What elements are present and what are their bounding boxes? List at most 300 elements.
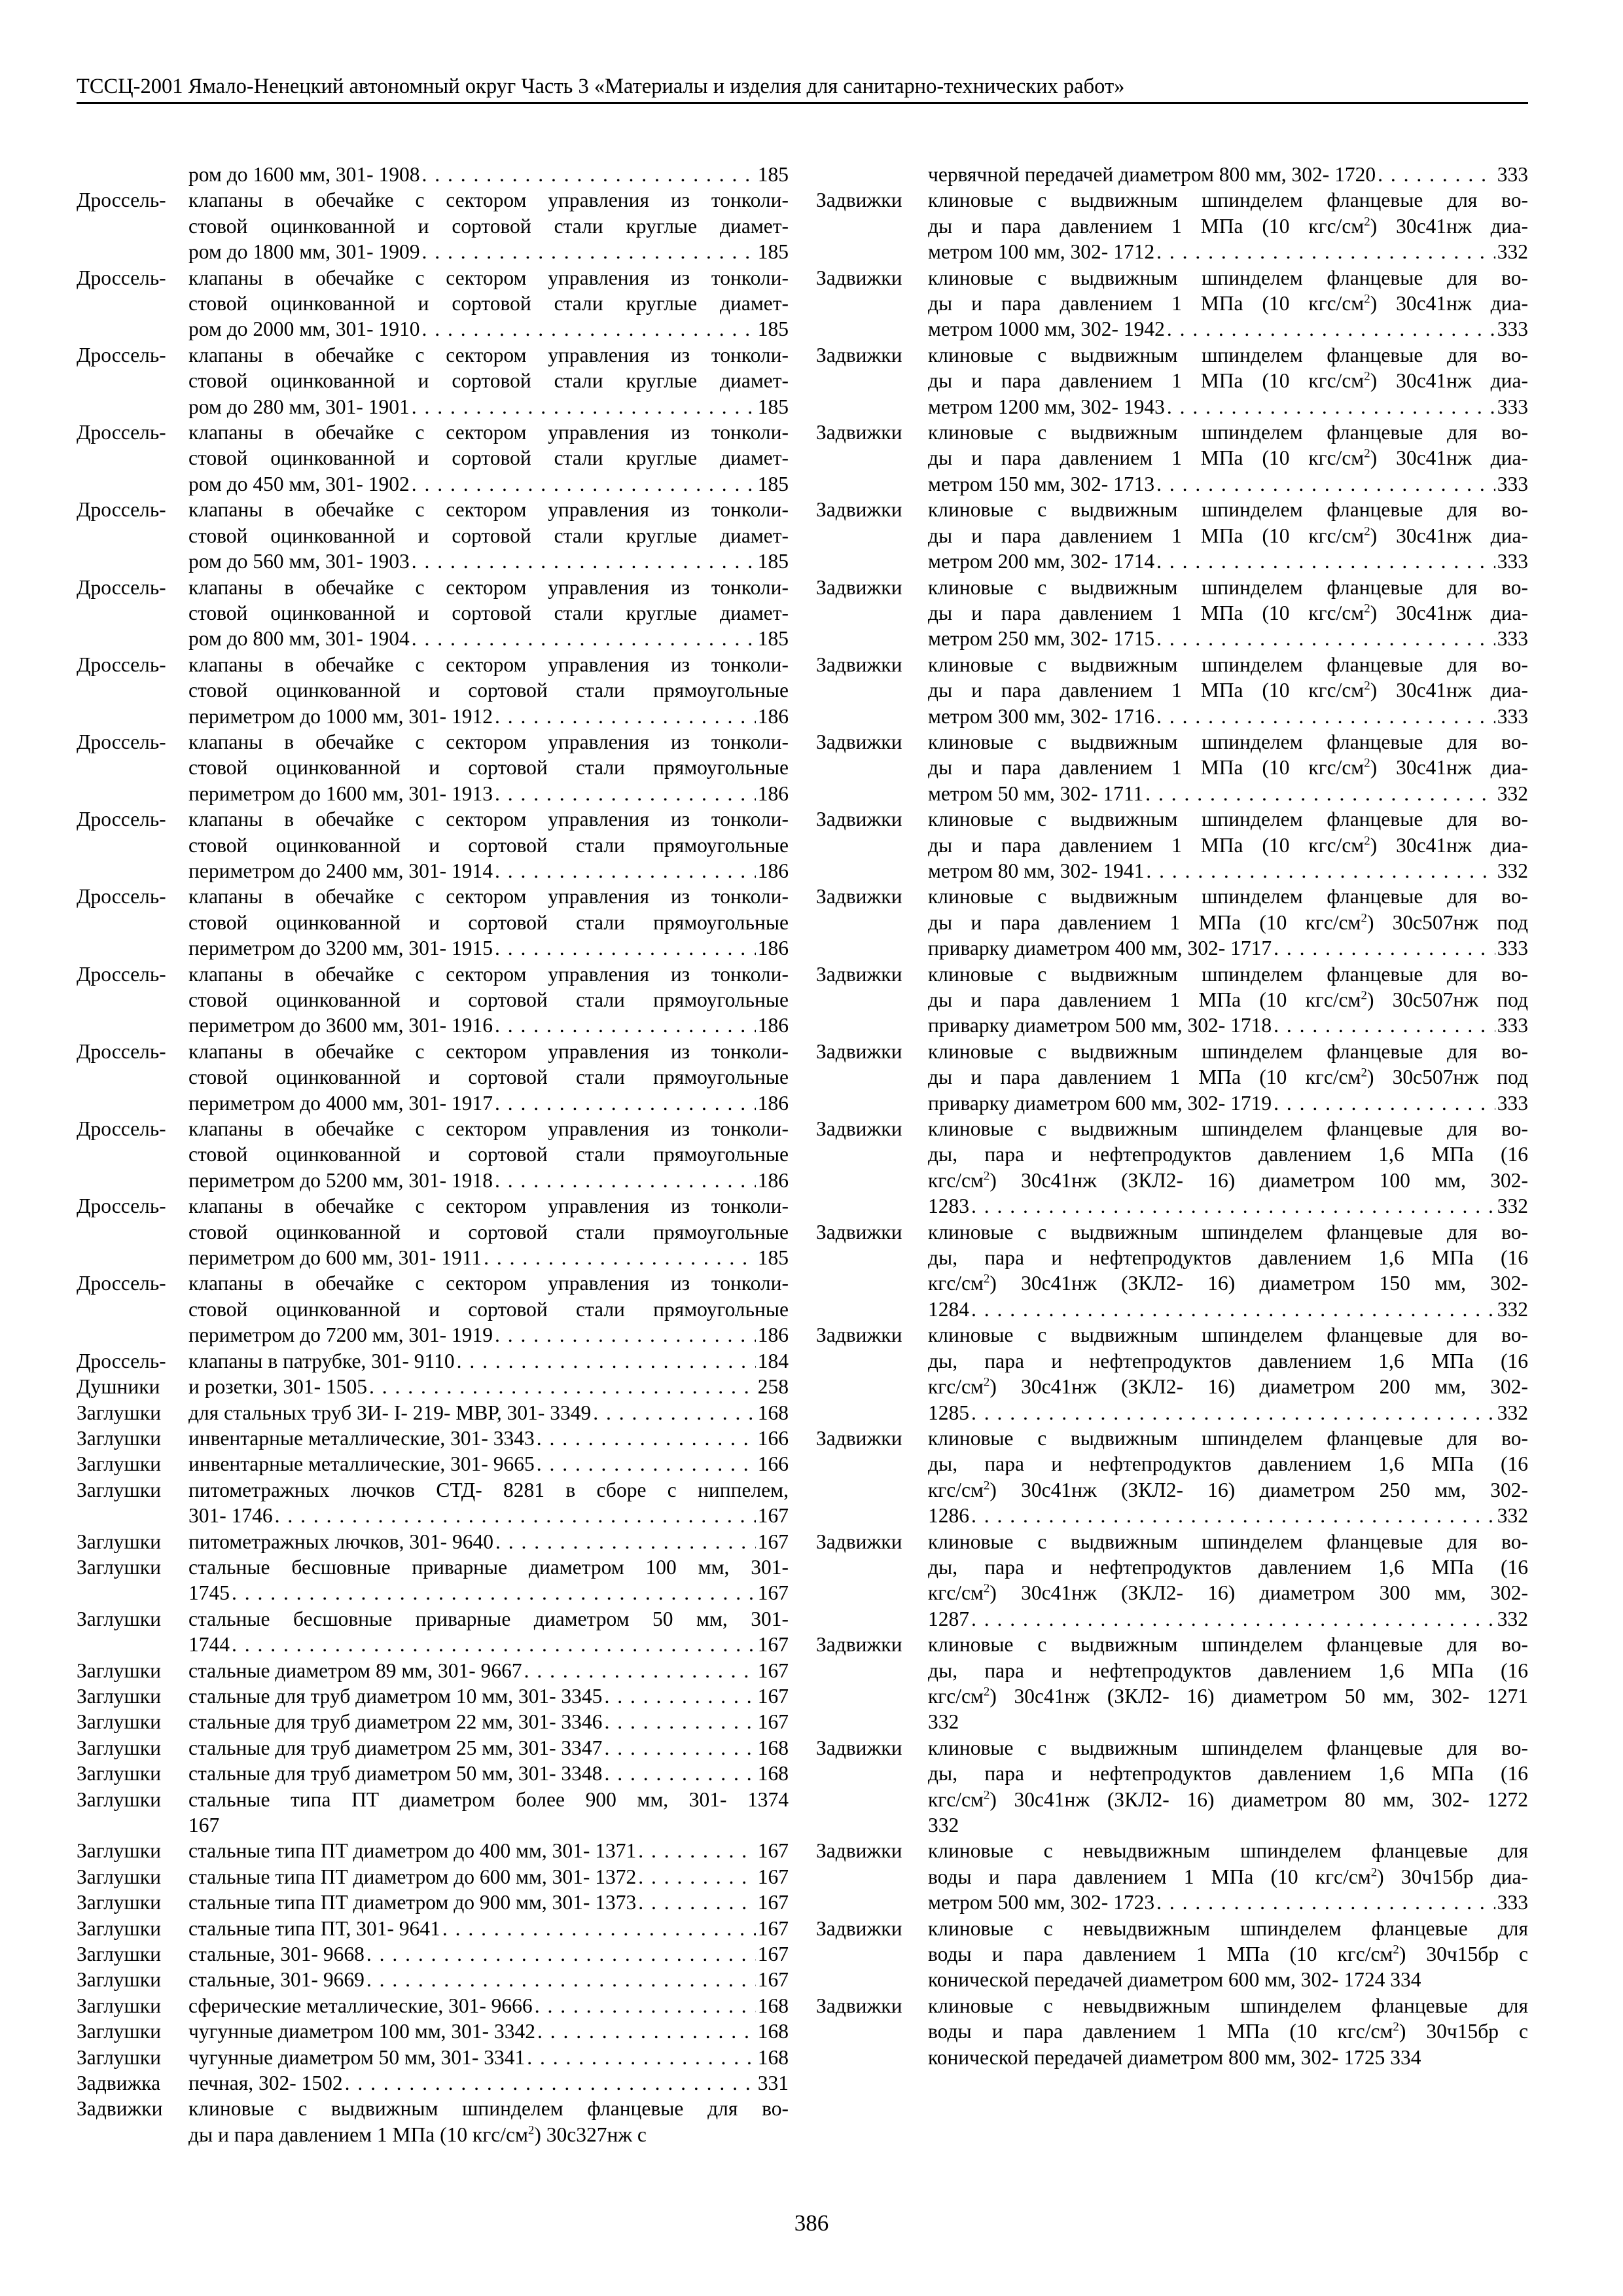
index-entry	[816, 1039, 1528, 1116]
index-entry-page: 185	[757, 395, 789, 418]
index-entry-line: клиновые с выдвижным шпинделем фланцевые для во-	[928, 1736, 1528, 1759]
dot-leader	[495, 1090, 756, 1116]
index-entry-page: 332	[1497, 1607, 1528, 1630]
index-entry-lastline	[188, 1451, 789, 1477]
dot-leader	[527, 2045, 756, 2070]
index-entry	[816, 575, 1528, 652]
index-entry-text: периметром до 7200 мм, 301- 1919	[188, 1323, 493, 1347]
index-entry-text: ром до 280 мм, 301- 1901	[188, 395, 410, 418]
index-entry-lastline	[188, 1426, 789, 1451]
index-entry-lastline	[188, 858, 789, 884]
index-entry-text: стальные диаметром 89 мм, 301- 9667	[188, 1659, 522, 1682]
index-entry-text: стальные типа ПТ диаметром до 400 мм, 301- 1371	[188, 1839, 637, 1863]
index-entry-line: воды и пара давлением 1 МПа (10 кгс/$см^2$) 30ч15бр с	[928, 2020, 1529, 2043]
index-entry-line: конической передачей диаметром 800 мм, 302- 1725 334	[928, 2045, 1421, 2069]
index-entry-line: ды, пара и нефтепродуктов давлением 1,6 МПа (16	[928, 1143, 1528, 1166]
index-entry-page: 332	[1497, 1297, 1528, 1321]
index-entry	[77, 2070, 789, 2096]
index-entry-lastline	[928, 316, 1528, 342]
index-entry-line: клиновые с выдвижным шпинделем фланцевые для во-	[188, 2097, 789, 2121]
index-entry-page: 167	[757, 1968, 789, 1992]
index-entry	[77, 1426, 789, 1451]
index-entry-page: 333	[1497, 627, 1528, 651]
index-entry-text: стальные типа ПТ диаметром до 600 мм, 301- 1372	[188, 1865, 637, 1888]
index-entry	[816, 1219, 1528, 1323]
index-entry-line: ды и пара давлением 1 МПа (10 кгс/$см^2$) 30с41нж диа-	[928, 369, 1529, 393]
index-entry-lastline	[188, 2070, 789, 2096]
index-entry-text: периметром до 3600 мм, 301- 1916	[188, 1014, 493, 1037]
index-entry	[77, 1116, 789, 1193]
dot-leader	[537, 1426, 756, 1451]
dot-leader	[1274, 1013, 1495, 1038]
index-entry-page: 168	[757, 1401, 789, 1424]
index-entry-page: 167	[757, 1684, 789, 1708]
index-entry-line: кгс/$см^2$) 30с41нж (ЗКЛ2- 16) диаметром 150 мм, 302-	[928, 1272, 1528, 1295]
index-entry-page: 168	[757, 2020, 789, 2043]
index-entry-term: Задвижки	[816, 1736, 902, 1759]
index-entry-text: 1287	[928, 1607, 969, 1630]
index-entry-line: ды и пара давлением 1 МПа (10 кгс/$см^2$) 30с507нж под	[928, 988, 1528, 1011]
index-entry-lastline	[928, 471, 1528, 497]
index-column-left	[77, 162, 789, 2147]
index-entry	[77, 1554, 789, 1606]
index-entry-term: Задвижки	[816, 730, 902, 753]
index-entry	[77, 1374, 789, 1399]
index-entry-lastline	[188, 626, 789, 651]
index-entry-term: Дроссель-	[77, 962, 166, 986]
index-entry-line: стовой оцинкованной и сортовой стали прямоугольные	[188, 756, 789, 780]
index-entry-lastline	[928, 548, 1528, 574]
index-entry-lastline	[928, 1297, 1528, 1322]
index-entry-text: ром до 560 мм, 301- 1903	[188, 550, 410, 573]
index-entry-page: 186	[757, 781, 789, 805]
index-entry-term: Дроссель-	[77, 343, 166, 367]
index-entry-line: клапаны в обечайке с сектором управления из тонколи-	[188, 575, 789, 599]
index-entry-lastline	[188, 316, 789, 342]
dot-leader	[524, 1658, 756, 1683]
index-entry	[77, 2045, 789, 2070]
index-entry-term: Заглушки	[77, 1710, 161, 1734]
index-entry-page: 333	[1497, 163, 1528, 186]
index-entry-page: 166	[757, 1426, 789, 1450]
index-entry-line: ды, пара и нефтепродуктов давлением 1,6 МПа (16	[928, 1246, 1528, 1270]
index-entry-term: Заглушки	[77, 1891, 161, 1914]
index-entry	[77, 1348, 789, 1374]
index-entry-line: ды, пара и нефтепродуктов давлением 1,6 МПа (16	[928, 1555, 1528, 1579]
index-entry-lastline	[188, 1090, 789, 1116]
index-entry-line: ды и пара давлением 1 МПа (10 кгс/$см^2$) 30с41нж диа-	[928, 756, 1529, 780]
index-entry-page: 184	[757, 1349, 789, 1372]
dot-leader	[604, 1683, 755, 1709]
index-entry-line: стальные бесшовные приварные диаметром 50 мм, 301-	[188, 1607, 789, 1630]
index-entry-term: Заглушки	[77, 1968, 161, 1992]
index-entry-line: ды и пара давлением 1 МПа (10 кгс/$см^2$) 30с507нж под	[928, 1066, 1528, 1089]
index-entry-lastline	[188, 1683, 789, 1709]
index-entry-lastline	[928, 858, 1528, 884]
index-entry	[816, 729, 1528, 806]
index-entry-line: стовой оцинкованной и сортовой стали круглые диамет-	[188, 292, 789, 315]
index-entry-text: стальные для труб диаметром 50 мм, 301- 3348	[188, 1762, 603, 1785]
index-entry-term: Задвижки	[816, 1916, 902, 1940]
index-entry	[77, 1890, 789, 1915]
index-entry-lastline	[928, 781, 1528, 806]
dot-leader	[1167, 394, 1495, 420]
index-entry-line: клиновые с невыдвижным шпинделем фланцевые для	[928, 1916, 1528, 1940]
index-entry-line: ды и пара давлением 1 МПа (10 кгс/$см^2$) 30с41нж диа-	[928, 446, 1529, 470]
index-entry-line: клапаны в обечайке с сектором управления из тонколи-	[188, 1194, 789, 1218]
index-entry-lastline	[928, 626, 1528, 651]
index-entry	[77, 1735, 789, 1761]
index-entry-lastline	[188, 1580, 789, 1605]
dot-leader	[971, 1400, 1495, 1426]
index-entry	[816, 1529, 1528, 1632]
index-entry-lastline	[188, 704, 789, 729]
index-entry-page: 332	[1497, 781, 1528, 805]
index-entry-line: клапаны в обечайке с сектором управления из тонколи-	[188, 1117, 789, 1141]
index-entry-term: Заглушки	[77, 1555, 161, 1579]
index-entry-text: печная, 302- 1502	[188, 2072, 343, 2095]
dot-leader	[366, 1941, 756, 1967]
index-entry	[77, 1864, 789, 1890]
index-entry-lastline	[928, 704, 1528, 729]
index-entry-lastline	[188, 1941, 789, 1967]
dot-leader	[421, 162, 755, 187]
index-entry	[816, 162, 1528, 187]
index-entry	[77, 1838, 789, 1863]
index-entry-term: Душники	[77, 1375, 160, 1399]
index-entry-page: 168	[757, 1736, 789, 1759]
index-entry-line: клиновые с выдвижным шпинделем фланцевые для во-	[928, 421, 1528, 444]
index-entry-lastline	[928, 1193, 1528, 1219]
index-entry-text: для стальных труб ЗИ- I- 219- МВР, 301- 3349	[188, 1401, 592, 1424]
index-entry-lastline	[188, 471, 789, 497]
index-entry-page: 185	[757, 550, 789, 573]
index-entry	[816, 1916, 1528, 1993]
index-entry-line: клиновые с выдвижным шпинделем фланцевые для во-	[928, 1426, 1528, 1450]
index-entry-term: Заглушки	[77, 1530, 161, 1553]
index-entry-page: 166	[757, 1452, 789, 1476]
index-entry-term: Задвижки	[816, 421, 902, 444]
index-entry	[77, 806, 789, 884]
index-entry-term: Задвижки	[816, 653, 902, 676]
index-entry-line: клапаны в обечайке с сектором управления из тонколи-	[188, 962, 789, 986]
index-entry-line: стовой оцинкованной и сортовой стали прямоугольные	[188, 1066, 789, 1089]
dot-leader	[495, 781, 756, 806]
index-entry-page: 186	[757, 1014, 789, 1037]
index-entry-lastline	[928, 239, 1528, 264]
dot-leader	[1146, 858, 1495, 884]
index-entry-line: клапаны в обечайке с сектором управления из тонколи-	[188, 266, 789, 289]
dot-leader	[604, 1761, 755, 1786]
index-entry-term: Заглушки	[77, 1452, 161, 1476]
index-entry-line: стовой оцинкованной и сортовой стали круглые диамет-	[188, 524, 789, 547]
index-entry-page: 258	[757, 1375, 789, 1399]
index-entry-page: 185	[757, 317, 789, 341]
index-entry-text: питометражных лючков, 301- 9640	[188, 1530, 494, 1553]
index-entry-text: метром 1200 мм, 302- 1943	[928, 395, 1165, 418]
index-entry-text: метром 500 мм, 302- 1723	[928, 1891, 1155, 1914]
dot-leader	[1156, 626, 1495, 651]
index-entry-term: Заглушки	[77, 1916, 161, 1940]
index-entry-term: Дроссель-	[77, 1039, 166, 1063]
index-column-right	[816, 162, 1528, 2070]
index-entry-text: стальные, 301- 9668	[188, 1943, 365, 1966]
index-entry-term: Задвижки	[816, 808, 902, 831]
index-entry	[77, 961, 789, 1039]
dot-leader	[638, 1838, 756, 1863]
index-entry-lastline	[928, 1090, 1528, 1116]
dot-leader	[275, 1503, 756, 1528]
index-entry-line: 167	[188, 1814, 220, 1837]
index-entry-text: 301- 1746	[188, 1504, 273, 1528]
dot-leader	[604, 1735, 755, 1761]
index-entry-lastline	[188, 1709, 789, 1734]
index-entry-line: ды и пара давлением 1 МПа (10 кгс/$см^2$) 30с41нж диа-	[928, 679, 1529, 702]
index-entry	[816, 1632, 1528, 1735]
index-entry-lastline	[188, 1761, 789, 1786]
index-entry-page: 167	[757, 1943, 789, 1966]
index-entry-line: ды, пара и нефтепродуктов давлением 1,6 МПа (16	[928, 1762, 1528, 1785]
index-entry-term: Дроссель-	[77, 498, 166, 522]
index-entry-line: клиновые с выдвижным шпинделем фланцевые для во-	[928, 1633, 1528, 1657]
dot-leader	[457, 1348, 756, 1374]
index-entry-lastline	[188, 548, 789, 574]
index-entry-text: стальные для труб диаметром 10 мм, 301- 3345	[188, 1684, 603, 1708]
index-entry-lastline	[188, 781, 789, 806]
index-entry-page: 167	[757, 1530, 789, 1553]
index-entry-page: 167	[757, 1633, 789, 1657]
dot-leader	[1156, 471, 1495, 497]
index-entry-line: клапаны в обечайке с сектором управления из тонколи-	[188, 1039, 789, 1063]
index-entry-line: кгс/$см^2$) 30с41нж (ЗКЛ2- 16) диаметром 250 мм, 302-	[928, 1478, 1528, 1501]
index-entry-text: метром 1000 мм, 302- 1942	[928, 317, 1165, 341]
index-entry-page: 185	[757, 163, 789, 186]
index-entry	[77, 1683, 789, 1709]
index-entry-page: 333	[1497, 1014, 1528, 1037]
dot-leader	[1156, 704, 1495, 729]
index-entry-term: Задвижки	[816, 498, 902, 522]
index-entry-text: периметром до 1000 мм, 301- 1912	[188, 704, 493, 728]
index-entry-line: клиновые с выдвижным шпинделем фланцевые для во-	[928, 1530, 1528, 1553]
index-entry	[816, 1426, 1528, 1529]
index-entry-page: 186	[757, 1323, 789, 1347]
index-entry-text: периметром до 3200 мм, 301- 1915	[188, 937, 493, 960]
index-entry-page: 167	[757, 1865, 789, 1888]
index-entry-line: клапаны в обечайке с сектором управления из тонколи-	[188, 1272, 789, 1295]
index-entry-line: клиновые с невыдвижным шпинделем фланцевые для	[928, 1994, 1528, 2017]
index-entry-lastline	[928, 935, 1528, 961]
index-entry	[816, 1322, 1528, 1426]
index-entry	[77, 652, 789, 729]
index-entry-term: Дроссель-	[77, 1117, 166, 1141]
index-entry-term: Заглушки	[77, 1607, 161, 1630]
index-entry-text: ром до 2000 мм, 301- 1910	[188, 317, 420, 341]
index-entry-term: Дроссель-	[77, 266, 166, 289]
index-entry-text: периметром до 5200 мм, 301- 1918	[188, 1168, 493, 1192]
dot-leader	[495, 1529, 756, 1554]
index-entry-term: Заглушки	[77, 1426, 161, 1450]
index-entry-lastline	[188, 1916, 789, 1941]
dot-leader	[484, 1245, 756, 1270]
index-entry	[77, 187, 789, 264]
index-entry-lastline	[188, 1967, 789, 1992]
index-entry-page: 186	[757, 1091, 789, 1115]
index-entry	[77, 575, 789, 652]
index-entry-term: Дроссель-	[77, 808, 166, 831]
dot-leader	[1167, 316, 1495, 342]
index-entry-text: периметром до 1600 мм, 301- 1913	[188, 781, 493, 805]
index-entry	[816, 497, 1528, 574]
index-entry	[816, 961, 1528, 1039]
index-entry-page: 332	[1497, 1401, 1528, 1424]
index-entry-line: стальные типа ПТ диаметром более 900 мм, 301- 1374	[188, 1787, 789, 1811]
index-entry-line: стовой оцинкованной и сортовой стали круглые диамет-	[188, 446, 789, 470]
index-entry	[77, 1400, 789, 1426]
dot-leader	[421, 316, 755, 342]
dot-leader	[412, 548, 756, 574]
index-entry	[816, 1838, 1528, 1915]
dot-leader	[232, 1632, 756, 1657]
index-entry-line: воды и пара давлением 1 МПа (10 кгс/$см^2$) 30ч15бр диа-	[928, 1865, 1529, 1888]
index-entry-page: 331	[757, 2072, 789, 2095]
index-entry-line: кгс/$см^2$) 30с41нж (ЗКЛ2- 16) диаметром 300 мм, 302-	[928, 1581, 1528, 1605]
index-entry-lastline	[188, 935, 789, 961]
dot-leader	[442, 1916, 756, 1941]
index-entry-line: клапаны в обечайке с сектором управления из тонколи-	[188, 653, 789, 676]
dot-leader	[971, 1503, 1495, 1528]
index-entry-lastline	[928, 394, 1528, 420]
index-entry-line: стовой оцинкованной и сортовой стали прямоугольные	[188, 988, 789, 1011]
index-entry-lastline	[188, 1168, 789, 1193]
index-entry-text: ром до 450 мм, 301- 1902	[188, 472, 410, 495]
index-entry-page: 167	[757, 1581, 789, 1605]
index-entry-text: червячной передачей диаметром 800 мм, 302- 1720	[928, 163, 1376, 186]
index-entry-line: клапаны в обечайке с сектором управления из тонколи-	[188, 188, 789, 212]
index-entry-lastline	[188, 1735, 789, 1761]
index-entry-lastline	[188, 1400, 789, 1426]
dot-leader	[412, 471, 756, 497]
index-entry-term: Дроссель-	[77, 575, 166, 599]
index-entry-text: периметром до 600 мм, 301- 1911	[188, 1246, 482, 1270]
index-entry-text: периметром до 4000 мм, 301- 1917	[188, 1091, 493, 1115]
index-entry-lastline	[188, 1529, 789, 1554]
dot-leader	[1378, 162, 1495, 187]
index-entry-line: клапаны в обечайке с сектором управления из тонколи-	[188, 808, 789, 831]
index-entry-text: метром 200 мм, 302- 1714	[928, 550, 1155, 573]
dot-leader	[1156, 548, 1495, 574]
index-entry-line: ды и пара давлением 1 МПа (10 кгс/$см^2$) 30с41нж диа-	[928, 214, 1529, 238]
dot-leader	[638, 1890, 756, 1915]
index-entry-term: Задвижки	[816, 575, 902, 599]
dot-leader	[535, 1993, 756, 2018]
index-entry	[77, 884, 789, 961]
index-entry-page: 168	[757, 2045, 789, 2069]
index-entry-term: Дроссель-	[77, 653, 166, 676]
index-entry-line: клиновые с выдвижным шпинделем фланцевые для во-	[928, 498, 1528, 522]
index-entry-page: 186	[757, 937, 789, 960]
page-header: ТССЦ-2001 Ямало-Ненецкий автономный округ Часть 3 «Материалы и изделия для санитарно-технических работ»	[77, 73, 1528, 104]
index-entry	[77, 1270, 789, 1348]
index-entry-lastline	[928, 1890, 1528, 1915]
index-entry-term: Задвижки	[816, 1994, 902, 2017]
index-entry-lastline	[188, 1013, 789, 1038]
dot-leader	[537, 2018, 756, 2044]
index-entry	[816, 420, 1528, 497]
dot-leader	[537, 1451, 756, 1477]
index-entry-lastline	[188, 394, 789, 420]
index-entry-term: Заглушки	[77, 1736, 161, 1759]
dot-leader	[421, 239, 755, 264]
index-entry-term: Задвижка	[77, 2072, 161, 2095]
index-entry-page: 333	[1497, 1091, 1528, 1115]
index-entry-text: метром 300 мм, 302- 1716	[928, 704, 1155, 728]
index-entry-term: Задвижки	[816, 1426, 902, 1450]
index-entry-line: клиновые с выдвижным шпинделем фланцевые для во-	[928, 266, 1528, 289]
index-entry-line: клиновые с выдвижным шпинделем фланцевые для во-	[928, 1117, 1528, 1141]
index-entry-text: и розетки, 301- 1505	[188, 1375, 367, 1399]
index-entry-page: 333	[1497, 704, 1528, 728]
index-entry-line: ды, пара и нефтепродуктов давлением 1,6 МПа (16	[928, 1452, 1528, 1476]
dot-leader	[971, 1606, 1495, 1632]
index-entry-text: чугунные диаметром 100 мм, 301- 3342	[188, 2020, 535, 2043]
index-entry-text: метром 100 мм, 302- 1712	[928, 240, 1155, 264]
index-entry-term: Заглушки	[77, 1839, 161, 1863]
index-entry-text: 1286	[928, 1504, 969, 1528]
index-entry-term: Дроссель-	[77, 1349, 166, 1372]
index-entry-term: Заглушки	[77, 2045, 161, 2069]
index-entry-term: Дроссель-	[77, 1272, 166, 1295]
index-entry-term: Заглушки	[77, 1684, 161, 1708]
index-entry-term: Задвижки	[816, 343, 902, 367]
dot-leader	[1156, 239, 1495, 264]
index-entry-line: клапаны в обечайке с сектором управления из тонколи-	[188, 498, 789, 522]
index-entry-lastline	[188, 1890, 789, 1915]
index-entry-page: 167	[757, 1839, 789, 1863]
index-entry-page: 185	[757, 240, 789, 264]
index-entry	[77, 1477, 789, 1529]
index-entry-text: метром 250 мм, 302- 1715	[928, 627, 1155, 651]
index-entry-page: 186	[757, 704, 789, 728]
index-entry-line: клапаны в обечайке с сектором управления из тонколи-	[188, 421, 789, 444]
index-entry-line: ды и пара давлением 1 МПа (10 кгс/$см^2$) 30с507нж под	[928, 910, 1528, 934]
index-entry-line: 332	[928, 1710, 959, 1734]
index-entry-line: клиновые с выдвижным шпинделем фланцевые для во-	[928, 575, 1528, 599]
index-entry-page: 185	[757, 1246, 789, 1270]
dot-leader	[495, 1013, 756, 1038]
index-entry-page: 185	[757, 472, 789, 495]
index-entry-page: 332	[1497, 1194, 1528, 1218]
index-entry-text: 1745	[188, 1581, 230, 1605]
index-entry	[816, 1116, 1528, 1219]
index-entry-text: сферические металлические, 301- 9666	[188, 1994, 533, 2017]
index-entry	[77, 729, 789, 806]
index-entry-term: Дроссель-	[77, 188, 166, 212]
index-entry-text: ром до 800 мм, 301- 1904	[188, 627, 410, 651]
index-entry-lastline	[188, 1658, 789, 1683]
index-entry-text: 1284	[928, 1297, 969, 1321]
index-entry-page: 167	[757, 1916, 789, 1940]
index-entry	[77, 1606, 789, 1658]
index-entry-text: 1744	[188, 1633, 230, 1657]
index-entry	[816, 652, 1528, 729]
index-entry-text: стальные для труб диаметром 25 мм, 301- 3347	[188, 1736, 603, 1759]
index-entry-line: воды и пара давлением 1 МПа (10 кгс/$см^2$) 30ч15бр с	[928, 1943, 1529, 1966]
index-entry-text: ром до 1800 мм, 301- 1909	[188, 240, 420, 264]
dot-leader	[495, 935, 756, 961]
index-entry	[77, 1761, 789, 1786]
index-entry	[77, 162, 789, 187]
index-entry-line: ды, пара и нефтепродуктов давлением 1,6 МПа (16	[928, 1659, 1528, 1682]
